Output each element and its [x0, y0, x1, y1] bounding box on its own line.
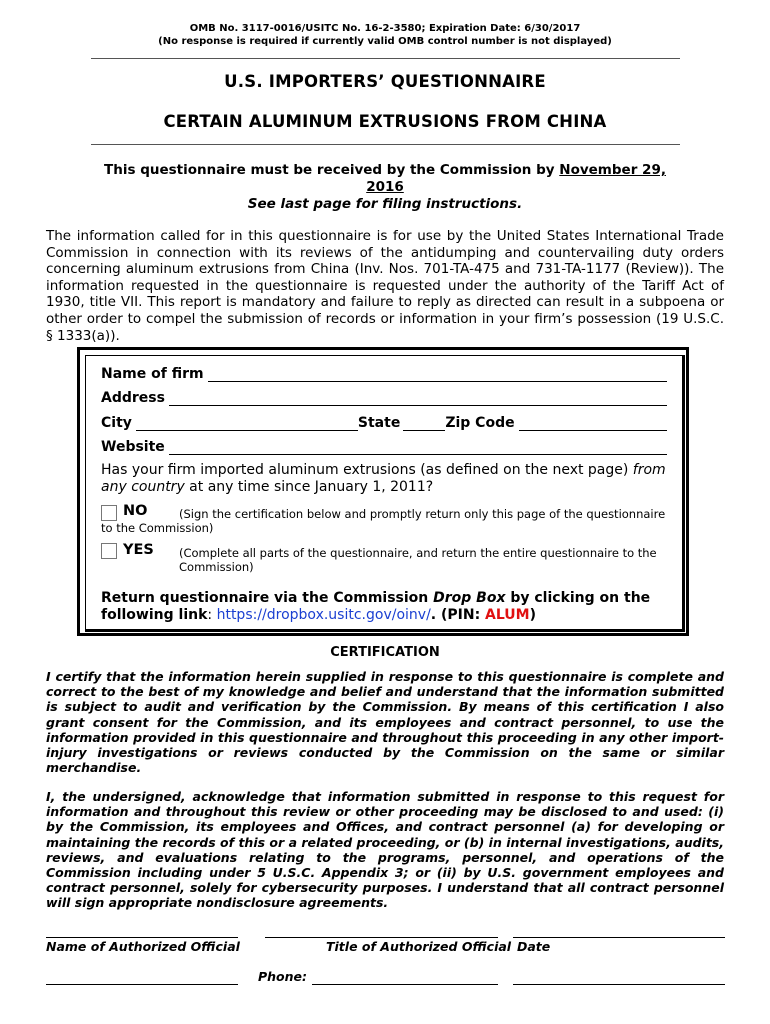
certification-paragraph-2: I, the undersigned, acknowledge that information submitted in response to this request for information and throughout this review or other proceeding may be disclosed to and used: (i) by the Commission, its employees and Offices, and contract personnel (a) for developing or maintaining the records of this or a related proceeding, or (b) in internal investigations, audits, reviews, and evaluations relating to the programs, personnel, and operations of the Commission including under 5 U.S.C. Appendix 3; or (ii) by U.S. government employees and contract personnel, solely for cybersecurity purposes. I understand that all contract personnel will sign appropriate nondisclosure agreements.: [46, 789, 724, 911]
return-text-mid: by clicking on the following link: [101, 590, 651, 623]
yes-checkbox[interactable]: [101, 543, 117, 559]
firm-name-field[interactable]: [208, 366, 667, 382]
import-question: [101, 462, 671, 496]
city-state-zip-row: [101, 411, 667, 431]
city-field[interactable]: [136, 415, 358, 431]
zip-code-field[interactable]: [519, 415, 667, 431]
phone-label: Phone:: [258, 969, 308, 984]
deadline-date-1: November 29,: [559, 162, 666, 178]
zip-code-label: Zip Code: [445, 415, 515, 431]
page-subtitle: CERTAIN ALUMINUM EXTRUSIONS FROM CHINA: [163, 112, 607, 131]
pin-code: ALUM: [485, 607, 530, 623]
intro-paragraph: The information called for in this questionnaire is for use by the United States International Trade Commission in connection with its reviews of the antidumping and countervailing duty orders concerning aluminum extrusions from China (Inv. Nos. 701-TA-475 and 731-TA-1177 (Review)). The information requested in the questionnaire is requested under the authority of the Tariff Act of 1930, title VII. This report is mandatory and failure to reply as directed can result in a subpoena or other order to compel the submission of records or information in your firm’s possession (19 U.S.C. § 1333(a)).: [46, 228, 724, 344]
deadline-date-2: 2016: [366, 179, 404, 195]
address-row: [101, 386, 667, 406]
return-instructions: [101, 590, 676, 624]
date-label: Date: [517, 939, 551, 954]
phone-line[interactable]: [312, 984, 498, 985]
dropbox-link[interactable]: https://dropbox.usitc.gov/oinv/: [216, 607, 431, 623]
website-label: Website: [101, 439, 165, 455]
omb-notice: (No response is required if currently valid OMB control number is not displayed): [158, 36, 612, 47]
question-text-end: at any time since January 1, 2011?: [184, 479, 434, 495]
no-option-label: NO: [123, 503, 148, 519]
return-colon: :: [207, 607, 217, 623]
omb-number: OMB No. 3117-0016/USITC No. 16-2-3580; Expiration Date: 6/30/2017: [189, 23, 581, 34]
address-field[interactable]: [169, 390, 667, 406]
question-text: Has your firm imported aluminum extrusions (as defined on the next page): [101, 462, 633, 478]
certification-heading: CERTIFICATION: [330, 645, 440, 660]
official-name-label: Name of Authorized Official: [46, 939, 240, 954]
firm-name-row: [101, 362, 667, 382]
pin-suffix: ): [529, 607, 537, 623]
address-label: Address: [101, 390, 165, 406]
city-label: City: [101, 415, 132, 431]
official-name-line[interactable]: [46, 937, 238, 938]
signature-line[interactable]: [46, 984, 238, 985]
omb-header: [0, 22, 770, 48]
email-line[interactable]: [513, 984, 725, 985]
yes-option-label: YES: [123, 542, 154, 558]
page-title: U.S. IMPORTERS’ QUESTIONNAIRE: [224, 72, 546, 91]
filing-instructions-note: See last page for filing instructions.: [247, 196, 523, 212]
official-title-line[interactable]: [265, 937, 498, 938]
certification-paragraph-1: I certify that the information herein supplied in response to this questionnaire is complete and correct to the best of my knowledge and belief and understand that the information submitted is subject to audit and verification by the Commission. By means of this certification I also grant consent for the Commission, and its employees and contract personnel, to use the information provided in this questionnaire and throughout this proceeding in any other import-injury investigations or reviews conducted by the Commission on the same or similar merchandise.: [46, 669, 724, 776]
official-title-label: Title of Authorized Official: [326, 939, 512, 954]
pin-prefix: . (PIN:: [430, 607, 486, 623]
firm-name-label: Name of firm: [101, 366, 204, 382]
question-emphasis: from any country: [101, 462, 666, 495]
state-field[interactable]: [403, 415, 445, 431]
no-option-description: (Sign the certification below and promptly return only this page of the questionnaire to the Commission): [101, 507, 666, 535]
date-line[interactable]: [513, 937, 725, 938]
state-label: State: [357, 415, 401, 431]
deadline-notice: [90, 162, 680, 213]
title-divider: [91, 144, 680, 145]
return-text: Return questionnaire via the Commission: [101, 590, 434, 606]
yes-option-description: (Complete all parts of the questionnaire, and return the entire questionnaire to the Commission): [179, 546, 657, 574]
deadline-text: This questionnaire must be received by the Commission by: [104, 162, 555, 178]
website-row: [101, 435, 667, 455]
drop-box-label: Drop Box: [433, 590, 506, 606]
website-field[interactable]: [169, 439, 667, 455]
top-divider: [91, 58, 680, 59]
